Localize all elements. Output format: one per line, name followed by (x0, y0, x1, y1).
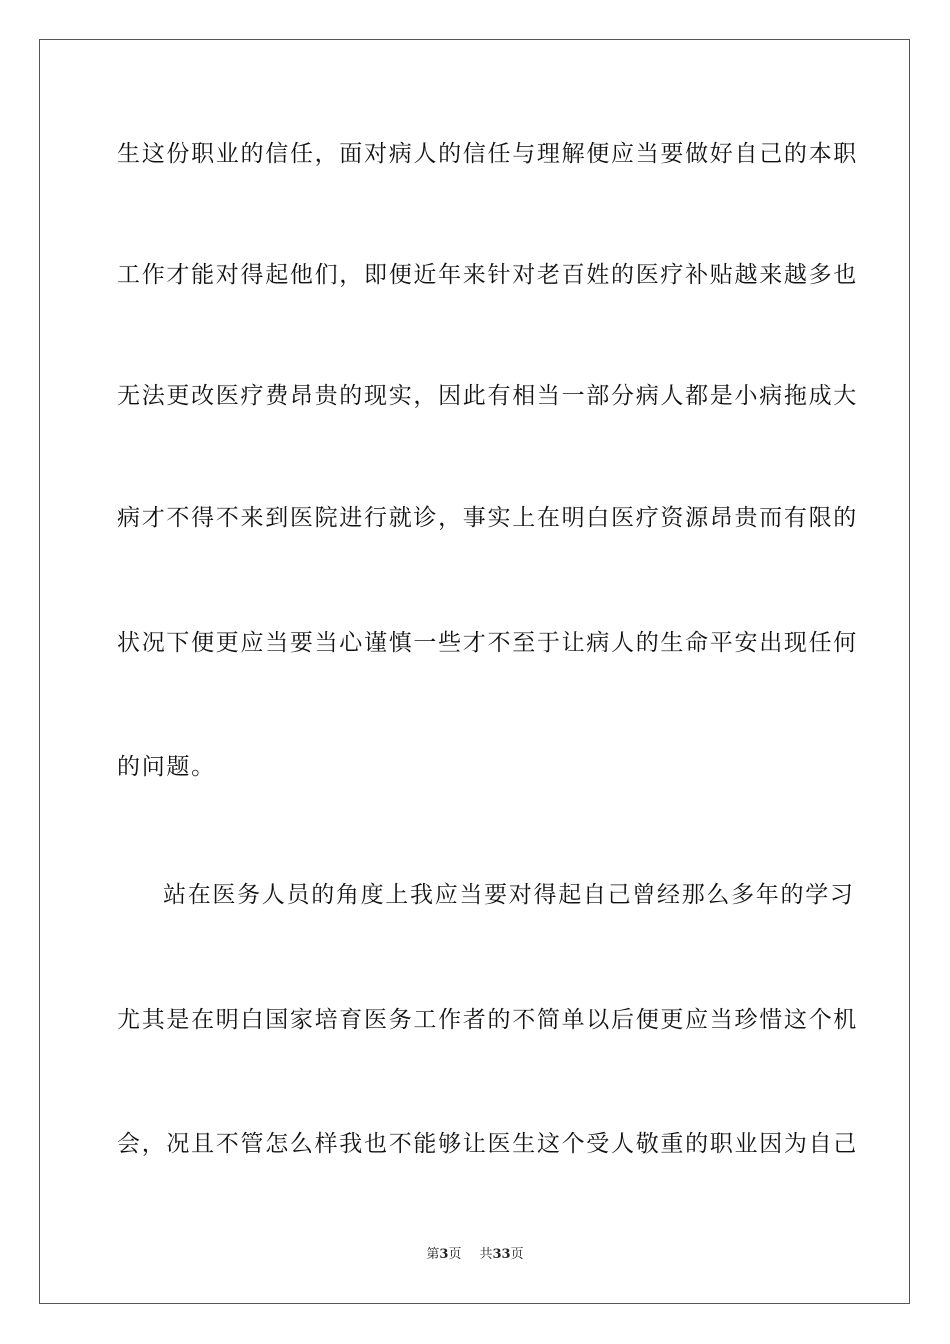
body-text-line: 生这份职业的信任，面对病人的信任与理解便应当要做好自己的本职 (117, 141, 858, 167)
body-text-line: 状况下便更应当要当心谨慎一些才不至于让病人的生命平安出现任何 (117, 630, 858, 656)
body-text-line: 尤其是在明白国家培育医务工作者的不简单以后便更应当珍惜这个机 (117, 1007, 858, 1033)
page-footer (0, 1247, 950, 1263)
total-page-count: 33 (492, 1247, 511, 1262)
body-text-line: 无法更改医疗费昂贵的现实，因此有相当一部分病人都是小病拖成大 (117, 383, 858, 409)
body-text-line: 会，况且不管怎么样我也不能够让医生这个受人敬重的职业因为自己 (117, 1131, 858, 1157)
page-unit: 页 (448, 1247, 462, 1262)
body-text-line: 的问题。 (117, 754, 216, 780)
page-border (39, 39, 910, 1304)
body-text-line: 工作才能对得起他们，即便近年来针对老百姓的医疗补贴越来越多也 (117, 262, 858, 288)
paragraph-first-line: 站在医务人员的角度上我应当要对得起自己曾经那么多年的学习 (163, 882, 855, 908)
total-unit: 页 (510, 1247, 524, 1262)
page-prefix: 第 (426, 1247, 440, 1262)
total-prefix: 共 (479, 1247, 493, 1262)
body-text-line: 病才不得不来到医院进行就诊，事实上在明白医疗资源昂贵而有限的 (117, 505, 858, 531)
current-page-number: 3 (439, 1247, 449, 1262)
